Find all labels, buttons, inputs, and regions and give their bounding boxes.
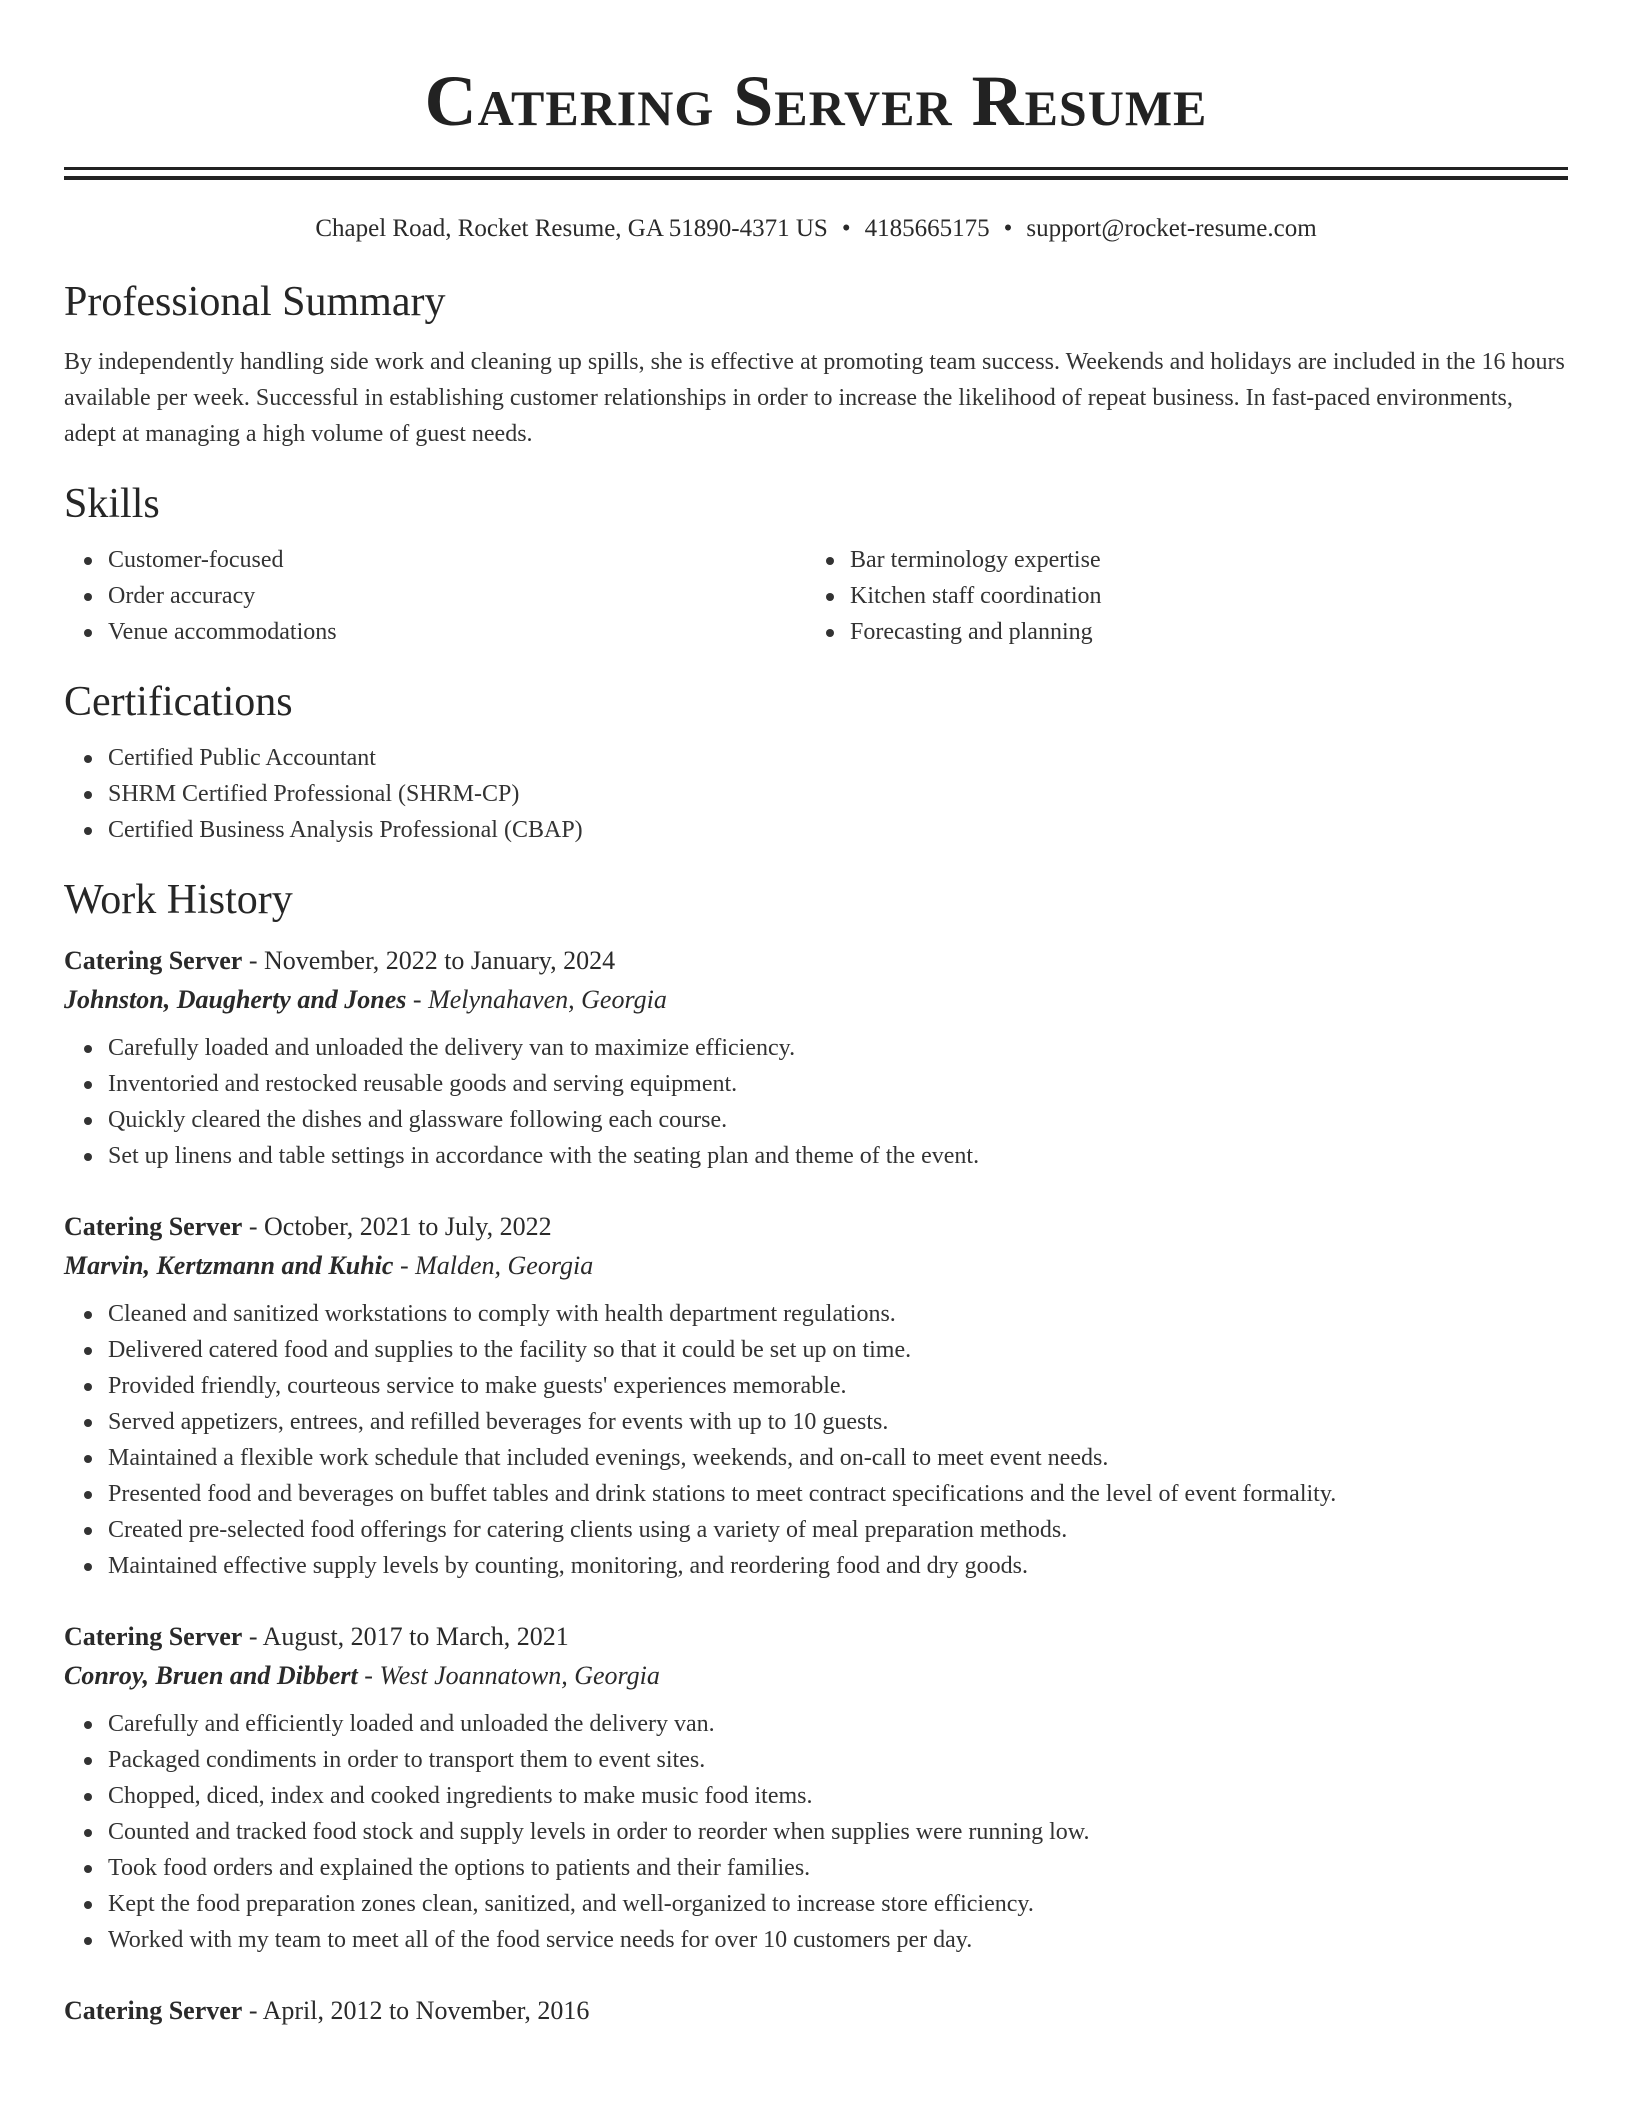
skills-columns bbox=[64, 530, 1568, 650]
skill-item: Bar terminology expertise bbox=[850, 542, 1548, 578]
summary-text: By independently handling side work and cleaning up spills, she is effective at promoting team success. Weekends and holidays are included in the 16 hours available per week. Successful in establishing customer relationships in order to increase the likelihood of repeat business. In fast-paced environments, adept at managing a high volume of guest needs. bbox=[64, 349, 1565, 447]
contact-phone: 4185665175 bbox=[864, 215, 990, 242]
job-location: Malden, Georgia bbox=[415, 1251, 594, 1280]
job-duty: Chopped, diced, index and cooked ingredients to make music food items. bbox=[108, 1778, 1568, 1814]
contact-address: Chapel Road, Rocket Resume, GA 51890-4371 US bbox=[315, 215, 828, 242]
job-company-line: Conroy, Bruen and Dibbert - West Joannatown, Georgia bbox=[64, 1661, 660, 1690]
job-role: Catering Server bbox=[64, 1212, 243, 1241]
skills-list-right bbox=[806, 542, 1548, 650]
summary-heading: Professional Summary bbox=[64, 279, 446, 325]
job-dates: April, 2012 to November, 2016 bbox=[262, 1996, 590, 2025]
title-rule-top bbox=[64, 167, 1568, 170]
job-company: Conroy, Bruen and Dibbert bbox=[64, 1661, 358, 1690]
certifications-heading: Certifications bbox=[64, 679, 293, 725]
job-duty: Created pre-selected food offerings for catering clients using a variety of meal preparation methods. bbox=[108, 1512, 1568, 1548]
job-duty: Carefully loaded and unloaded the delivery van to maximize efficiency. bbox=[108, 1030, 1568, 1066]
job-dates: October, 2021 to July, 2022 bbox=[264, 1212, 552, 1241]
job-duty: Provided friendly, courteous service to make guests' experiences memorable. bbox=[108, 1368, 1568, 1404]
certification-item: Certified Public Accountant bbox=[108, 740, 1568, 776]
contact-separator: • bbox=[1003, 215, 1013, 242]
contact-line bbox=[64, 212, 1568, 246]
job-duties-list bbox=[64, 1296, 1568, 1584]
certification-item: SHRM Certified Professional (SHRM-CP) bbox=[108, 776, 1568, 812]
job-duties-list bbox=[64, 1030, 1568, 1174]
resume-title: Catering Server Resume bbox=[424, 61, 1208, 141]
job-entry bbox=[64, 1992, 1568, 2030]
job-company: Johnston, Daugherty and Jones bbox=[64, 985, 407, 1014]
job-company: Marvin, Kertzmann and Kuhic bbox=[64, 1251, 394, 1280]
certification-item: Certified Business Analysis Professional (CBAP) bbox=[108, 812, 1568, 848]
job-location: Melynahaven, Georgia bbox=[428, 985, 667, 1014]
work-history-heading: Work History bbox=[64, 877, 293, 923]
job-duty: Took food orders and explained the options to patients and their families. bbox=[108, 1850, 1568, 1886]
job-role: Catering Server bbox=[64, 1996, 243, 2025]
title-rule-bottom bbox=[64, 176, 1568, 180]
job-duty: Carefully and efficiently loaded and unloaded the delivery van. bbox=[108, 1706, 1568, 1742]
resume-page bbox=[64, 0, 1568, 2030]
job-title-line: Catering Server - October, 2021 to July, 2022 bbox=[64, 1212, 552, 1241]
job-entry bbox=[64, 1208, 1568, 1584]
job-duty: Kept the food preparation zones clean, sanitized, and well-organized to increase store efficiency. bbox=[108, 1886, 1568, 1922]
job-duties-list bbox=[64, 1706, 1568, 1958]
certifications-list bbox=[64, 740, 1568, 848]
job-role: Catering Server bbox=[64, 946, 243, 975]
skill-item: Order accuracy bbox=[108, 578, 806, 614]
job-duty: Quickly cleared the dishes and glassware following each course. bbox=[108, 1102, 1568, 1138]
job-duty: Maintained a flexible work schedule that included evenings, weekends, and on-call to meet event needs. bbox=[108, 1440, 1568, 1476]
job-entry bbox=[64, 1618, 1568, 1958]
summary-section bbox=[64, 276, 1568, 452]
certifications-section bbox=[64, 676, 1568, 848]
job-entry bbox=[64, 942, 1568, 1174]
contact-separator: • bbox=[841, 215, 851, 242]
job-duty: Delivered catered food and supplies to the facility so that it could be set up on time. bbox=[108, 1332, 1568, 1368]
job-role: Catering Server bbox=[64, 1622, 243, 1651]
job-location: West Joannatown, Georgia bbox=[379, 1661, 660, 1690]
job-duty: Packaged condiments in order to transport them to event sites. bbox=[108, 1742, 1568, 1778]
work-history-section bbox=[64, 874, 1568, 2030]
job-duty: Set up linens and table settings in accordance with the seating plan and theme of the event. bbox=[108, 1138, 1568, 1174]
job-duty: Counted and tracked food stock and supply levels in order to reorder when supplies were running low. bbox=[108, 1814, 1568, 1850]
skill-item: Kitchen staff coordination bbox=[850, 578, 1548, 614]
job-title-line: Catering Server - April, 2012 to November, 2016 bbox=[64, 1996, 590, 2025]
job-duty: Inventoried and restocked reusable goods and serving equipment. bbox=[108, 1066, 1568, 1102]
job-duty: Served appetizers, entrees, and refilled beverages for events with up to 10 guests. bbox=[108, 1404, 1568, 1440]
job-title-line: Catering Server - November, 2022 to January, 2024 bbox=[64, 946, 616, 975]
job-duty: Cleaned and sanitized workstations to comply with health department regulations. bbox=[108, 1296, 1568, 1332]
job-dates: November, 2022 to January, 2024 bbox=[264, 946, 616, 975]
skills-section bbox=[64, 478, 1568, 650]
job-duty: Presented food and beverages on buffet tables and drink stations to meet contract specifications and the level of event formality. bbox=[108, 1476, 1568, 1512]
skill-item: Venue accommodations bbox=[108, 614, 806, 650]
job-title-line: Catering Server - August, 2017 to March, 2021 bbox=[64, 1622, 569, 1651]
job-duty: Maintained effective supply levels by counting, monitoring, and reordering food and dry goods. bbox=[108, 1548, 1568, 1584]
skills-column-left bbox=[64, 530, 806, 650]
skills-column-right bbox=[806, 530, 1548, 650]
job-duty: Worked with my team to meet all of the food service needs for over 10 customers per day. bbox=[108, 1922, 1568, 1958]
skill-item: Customer-focused bbox=[108, 542, 806, 578]
skill-item: Forecasting and planning bbox=[850, 614, 1548, 650]
job-company-line: Marvin, Kertzmann and Kuhic - Malden, Georgia bbox=[64, 1251, 594, 1280]
contact-email: support@rocket-resume.com bbox=[1026, 215, 1317, 242]
job-company-line: Johnston, Daugherty and Jones - Melynahaven, Georgia bbox=[64, 985, 667, 1014]
skills-list-left bbox=[64, 542, 806, 650]
job-dates: August, 2017 to March, 2021 bbox=[262, 1622, 569, 1651]
skills-heading: Skills bbox=[64, 481, 160, 527]
